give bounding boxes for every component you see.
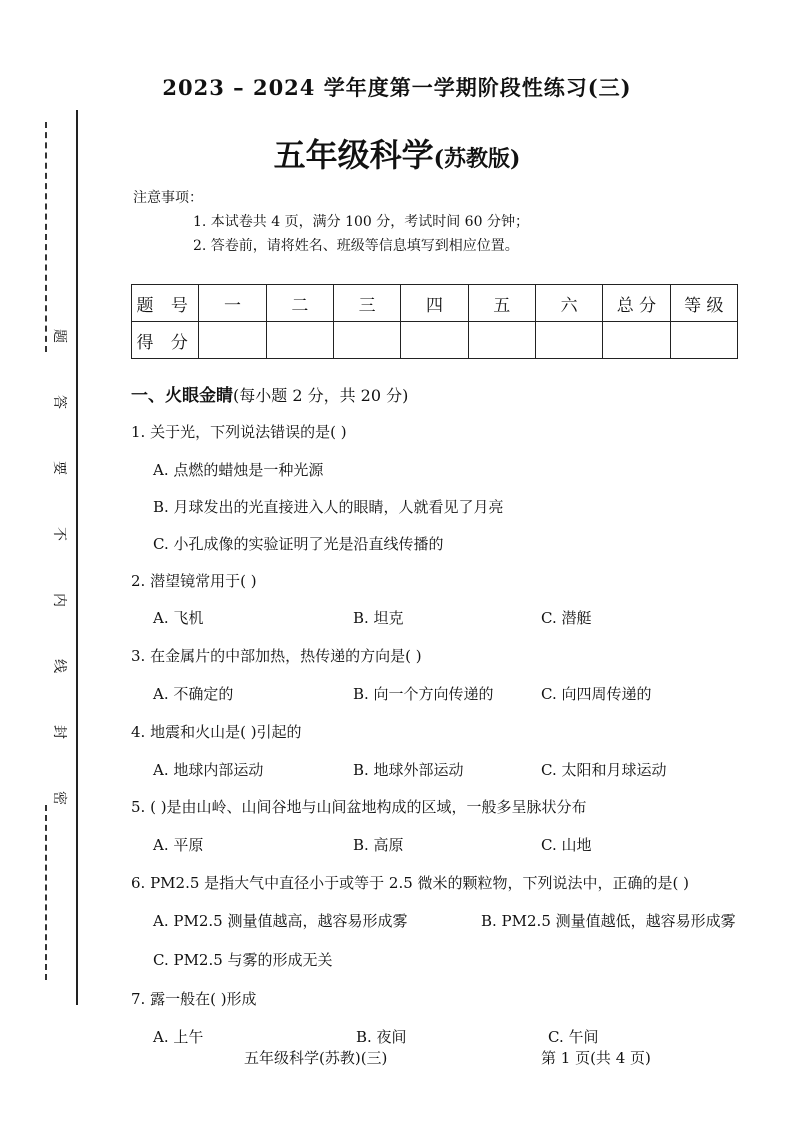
- margin-char: 内: [51, 593, 67, 607]
- question-stem: 7. 露一般在( )形成: [131, 990, 257, 1008]
- score-cell: 题 号: [132, 285, 199, 322]
- section-title: 一、火眼金睛: [131, 386, 233, 406]
- question-option: C. 潜艇: [541, 609, 592, 627]
- question-option: A. 飞机: [153, 609, 204, 627]
- score-input-cell[interactable]: [468, 322, 535, 359]
- score-input-cell[interactable]: [401, 322, 468, 359]
- score-row-label: 得 分: [132, 322, 199, 359]
- binding-solid-line: [76, 110, 78, 1005]
- subject-name: 五年级科学: [273, 136, 434, 174]
- section-heading: [131, 381, 408, 406]
- margin-char: 线: [51, 659, 67, 673]
- footer-subject: 五年级科学(苏教)(三): [244, 1049, 388, 1067]
- score-cell: 五: [468, 285, 535, 322]
- score-cell: 一: [199, 285, 266, 322]
- question-option: B. 地球外部运动: [353, 761, 464, 779]
- question-option: B. 高原: [353, 836, 404, 854]
- score-input-cell[interactable]: [333, 322, 400, 359]
- score-input-cell[interactable]: [670, 322, 737, 359]
- score-input-cell[interactable]: [603, 322, 670, 359]
- margin-char: 封: [51, 725, 67, 739]
- subject-title: [0, 130, 794, 176]
- margin-char: 密: [51, 791, 67, 805]
- edition-label: (苏教版): [433, 146, 521, 172]
- page-number: 第 1 页(共 4 页): [541, 1049, 651, 1067]
- question-option: C. 小孔成像的实验证明了光是沿直线传播的: [153, 535, 444, 553]
- score-input-cell[interactable]: [266, 322, 333, 359]
- question-option: B. 夜间: [356, 1028, 407, 1046]
- question-option: A. 平原: [153, 836, 204, 854]
- question-option: C. PM2.5 与雾的形成无关: [153, 951, 333, 969]
- question-option: B. PM2.5 测量值越低，越容易形成雾: [481, 912, 736, 930]
- score-cell: 二: [266, 285, 333, 322]
- question-option: A. PM2.5 测量值越高，越容易形成雾: [153, 912, 408, 930]
- question-option: A. 不确定的: [153, 685, 234, 703]
- question-stem: 1. 关于光，下列说法错误的是( ): [131, 423, 347, 441]
- notes-block: [133, 186, 529, 258]
- question-option: B. 向一个方向传递的: [353, 685, 494, 703]
- question-option: C. 山地: [541, 836, 592, 854]
- margin-char: 不: [51, 527, 67, 541]
- notes-item: 1. 本试卷共 4 页，满分 100 分，考试时间 60 分钟；: [193, 214, 529, 230]
- notes-heading: 注意事项：: [133, 190, 203, 206]
- score-cell: 三: [333, 285, 400, 322]
- score-table-header-row: [132, 285, 738, 322]
- question-stem: 3. 在金属片的中部加热，热传递的方向是( ): [131, 647, 422, 665]
- score-cell: 总 分: [603, 285, 670, 322]
- question-stem: 4. 地震和火山是( )引起的: [131, 723, 302, 741]
- question-option: A. 地球内部运动: [153, 761, 264, 779]
- question-stem: 2. 潜望镜常用于( ): [131, 572, 257, 590]
- notes-item: 2. 答卷前，请将姓名、班级等信息填写到相应位置。: [193, 238, 519, 254]
- score-cell: 四: [401, 285, 468, 322]
- score-table-score-row: [132, 322, 738, 359]
- margin-char: 要: [51, 461, 67, 475]
- question-option: A. 上午: [153, 1028, 204, 1046]
- question-option: C. 向四周传递的: [541, 685, 652, 703]
- section-points: (每小题 2 分，共 20 分): [233, 386, 409, 405]
- score-cell: 六: [535, 285, 602, 322]
- score-input-cell[interactable]: [535, 322, 602, 359]
- question-stem: 6. PM2.5 是指大气中直径小于或等于 2.5 微米的颗粒物，下列说法中，正确的是( ): [131, 874, 690, 892]
- margin-char: 答: [51, 395, 67, 409]
- question-option: B. 月球发出的光直接进入人的眼睛，人就看见了月亮: [153, 498, 504, 516]
- question-option: A. 点燃的蜡烛是一种光源: [153, 461, 324, 479]
- margin-char: 题: [51, 329, 67, 343]
- question-option: C. 太阳和月球运动: [541, 761, 667, 779]
- score-table: [131, 284, 738, 359]
- binding-dash-line-bottom: [45, 805, 47, 980]
- question-option: B. 坦克: [353, 609, 404, 627]
- score-input-cell[interactable]: [199, 322, 266, 359]
- exam-title: 2023 – 2024 学年度第一学期阶段性练习(三): [162, 75, 632, 100]
- score-cell: 等 级: [670, 285, 737, 322]
- question-stem: 5. ( )是由山岭、山间谷地与山间盆地构成的区域，一般多呈脉状分布: [131, 798, 587, 816]
- question-option: C. 午间: [548, 1028, 599, 1046]
